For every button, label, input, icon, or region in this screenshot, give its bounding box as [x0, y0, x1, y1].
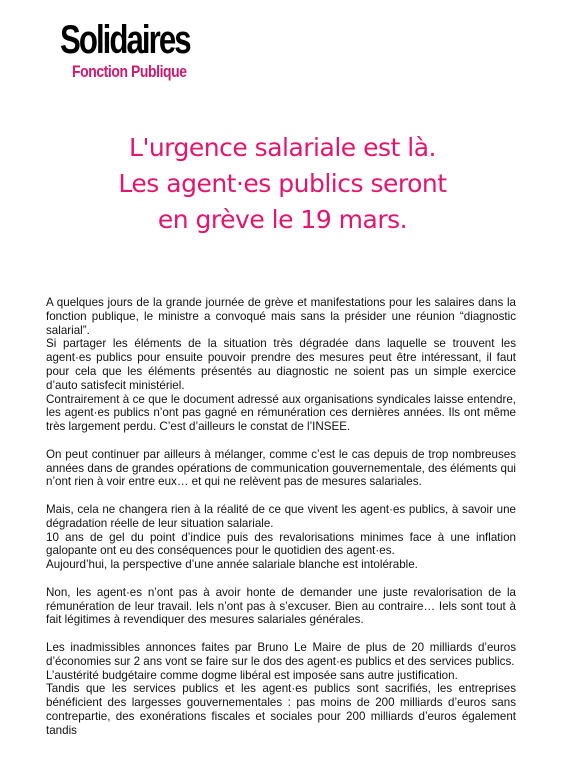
paragraph: Contrairement à ce que le document adressé aux organisations syndicales laisse entendre, les agent·es publics n’ont pas gagné en rémunération ces dernières années. Ils ont même très largement perdu. C’est d’ailleurs le constat de l’INSEE.: [46, 392, 516, 434]
headline-line-3: en grève le 19 mars.: [157, 205, 408, 234]
paragraph: 10 ans de gel du point d’indice puis des revalorisations minimes face à une inflation galopante ont eu des conséquences pour le quotidien des agent·es.: [46, 530, 516, 558]
logo-name: Solidaires: [60, 18, 190, 62]
paragraph: Mais, cela ne changera rien à la réalité de ce que vivent les agent·es publics, à savoir une dégradation réelle de leur situation salariale.: [46, 502, 516, 530]
paragraph: Aujourd’hui, la perspective d’une année salariale blanche est intolérable.: [46, 558, 418, 572]
paragraph: On peut continuer par ailleurs à mélanger, comme c’est le cas depuis de trop nombreuses années dans de grandes opérations de communication gouvernementale, des éléments qui n’ont rien à voir entre eux… et qui ne relèvent pas de mesures salariales.: [46, 447, 516, 489]
paragraph: Les inadmissibles annonces faites par Bruno Le Maire de plus de 20 milliards d’euros d’économies sur 2 ans vont se faire sur le dos des agent·es publics et des services publics.: [46, 640, 516, 668]
logo-subtitle: Fonction Publique: [72, 62, 187, 81]
headline-line-1: L'urgence salariale est là.: [129, 133, 436, 162]
paragraph: A quelques jours de la grande journée de grève et manifestations pour les salaires dans la fonction publique, le ministre a convoqué mais sans la présider une réunion “diagnostic salarial”.: [46, 296, 516, 337]
paragraph: Non, les agent·es n’ont pas à avoir honte de demander une juste revalorisation de la rémunération de leur travail. Iels n’ont pas à s’excuser. Bien au contraire… Iels sont tout à fait légitimes à revendiquer des mesures salariales générales.: [46, 585, 516, 627]
headline-line-2: Les agent·es publics seront: [118, 169, 447, 198]
body-text: [46, 296, 516, 738]
paragraph: Si partager les éléments de la situation très dégradée dans laquelle se trouvent les agent·es publics pour ensuite pouvoir prendre des mesures peut être intéressant, il faut pour cela que les éléments présentés au diagnostic ne soient pas un simple exercice d’auto satisfecit ministériel.: [46, 337, 516, 392]
paragraph: Tandis que les services publics et les agent·es publics sont sacrifiés, les entreprises bénéficient des largesses gouvernementales : pas moins de 200 milliards d’euros sans contrepartie, des exonérations fiscales et sociales pour 200 milliards d’euros également tandis: [46, 682, 516, 737]
headline: [0, 130, 565, 238]
paragraph: L’austérité budgétaire comme dogme libéral est imposée sans autre justification.: [46, 668, 458, 682]
solidaires-logo: [60, 20, 226, 82]
